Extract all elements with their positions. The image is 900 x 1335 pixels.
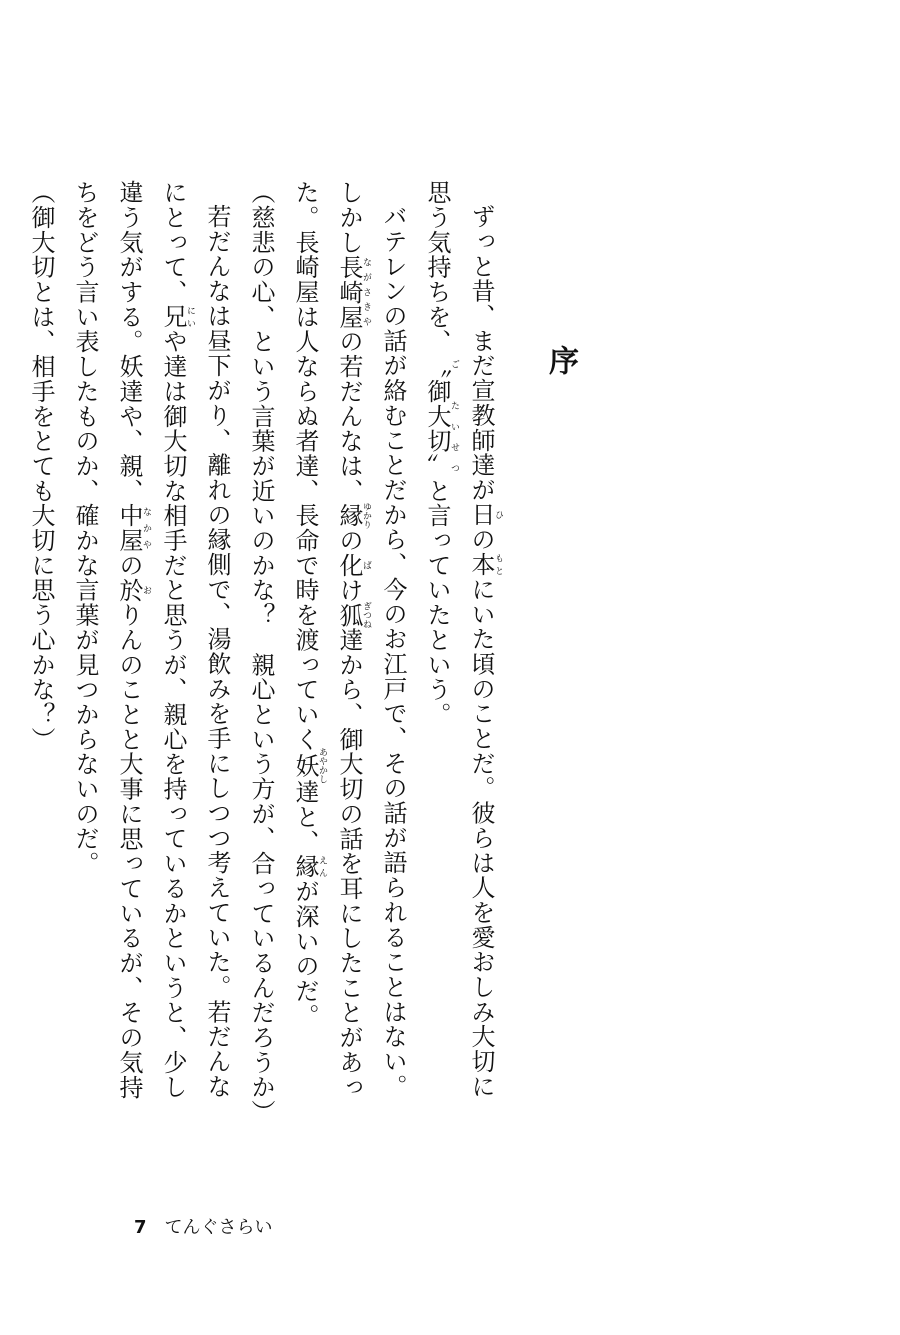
book-title: てんぐさらい	[164, 1217, 273, 1238]
text-run: （御大切とは、相手をとても大切に思う心かな？）	[27, 180, 55, 752]
ruby-base: 妖	[291, 747, 319, 784]
text-run: バテレンの話が絡むことだから、今のお江戸で、その話が語られることはない。しかし	[335, 180, 407, 1099]
chapter-heading: 序	[543, 345, 578, 375]
text-run: の若だんなは、	[335, 329, 363, 504]
ruby-base: 縁	[291, 854, 319, 879]
ruby-base: 於	[115, 577, 143, 603]
ruby-base: 化	[335, 552, 363, 578]
ruby-base: 〝御大切〟	[423, 353, 451, 479]
ruby-base: 狐	[335, 601, 363, 629]
ruby-word	[335, 552, 371, 578]
furigana: にい	[185, 304, 195, 330]
ruby-base: 兄	[159, 304, 187, 330]
furigana: ぎつね	[361, 601, 371, 629]
paragraph	[283, 180, 415, 1120]
ruby-base: 中屋	[115, 503, 143, 553]
furigana: ご たいせつ	[449, 353, 459, 479]
ruby-base: 縁	[335, 502, 363, 529]
text-run: りんのことと大事に思っているが、その気持ちをどう言い表したものか、確かな言葉が見つからないのだ。	[71, 180, 143, 1100]
paragraph	[63, 180, 239, 1120]
ruby-word	[159, 304, 195, 330]
ruby-word	[467, 551, 503, 577]
ruby-word	[335, 502, 371, 530]
ruby-base: 長崎屋	[335, 254, 363, 330]
furigana: ば	[361, 552, 371, 578]
text-run: が深いのだ。	[291, 878, 319, 1029]
page-footer	[134, 1213, 273, 1239]
ruby-word	[291, 747, 327, 784]
ruby-word	[115, 503, 151, 553]
ruby-word	[423, 353, 459, 479]
text-run: 若だんなは昼下がり、離れの縁側で、湯飲みを手にしつつ考えていた。若だんなにとって、	[159, 180, 231, 1099]
furigana: もと	[493, 551, 503, 577]
ruby-word	[467, 502, 503, 528]
furigana: あやかし	[317, 747, 327, 784]
text-run: と言っていたという。	[423, 478, 451, 727]
text-run: 達から、御大切の話を耳にしたことがあった。長崎屋は人ならぬ者達、長命で時を渡っていく	[291, 180, 363, 1100]
furigana: お	[141, 577, 151, 603]
ruby-word	[335, 601, 371, 629]
ruby-word	[335, 254, 371, 330]
text-run: （慈悲の心、という言葉が近いのかな？ 親心という方が、合っているんだろうか）	[247, 180, 275, 1125]
ruby-word	[291, 854, 327, 879]
text-run: にいた頃のことだ。彼らは人を愛おしみ大切に思う気持ちを、	[423, 180, 495, 1099]
paragraph	[415, 180, 503, 1120]
ruby-word	[115, 577, 151, 603]
body-text	[19, 180, 503, 1125]
text-run: ずっと昔、まだ宣教師達が	[467, 204, 495, 503]
furigana: えん	[317, 854, 327, 879]
page-number: 7	[134, 1217, 147, 1238]
furigana: ながさきや	[361, 254, 371, 330]
furigana: なかや	[141, 503, 151, 553]
furigana: ゆかり	[361, 502, 371, 530]
paragraph	[239, 180, 283, 1125]
paragraph	[19, 180, 63, 1120]
ruby-base: 日	[467, 502, 495, 528]
text-run: の	[115, 552, 143, 578]
text-run: 達と、	[291, 779, 319, 855]
text-run: の	[335, 527, 363, 553]
ruby-base: 本	[467, 551, 495, 577]
text-run: け	[335, 577, 363, 603]
furigana: ひ	[493, 502, 503, 528]
text-run: や達は御大切な相手だと思うが、親心を持っているかというと、少し違う気がする。妖達や、親、	[115, 180, 187, 1100]
text-run: の	[467, 527, 495, 552]
